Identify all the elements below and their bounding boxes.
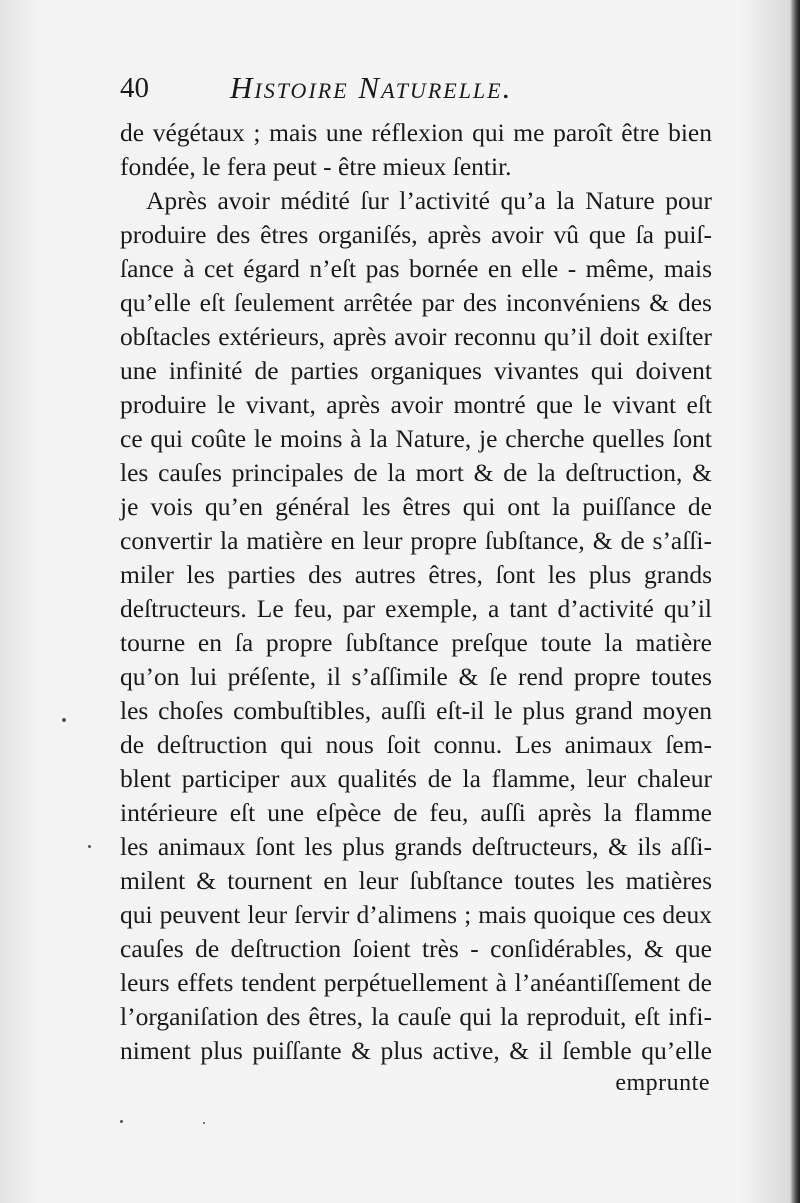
text-line: ſance à cet égard n’eſt pas bornée en elle - même, mais [120,254,712,283]
catchword: emprunte [615,1070,710,1096]
text-line: qu’elle eſt ſeulement arrêtée par des inconvéniens & des [120,288,712,317]
page-edge-shadow [790,0,800,1203]
text-line: ce qui coûte le moins à la Nature, je cherche quelles ſont [120,424,712,453]
running-head: Histoire Naturelle. [230,70,513,105]
text-line: l’organiſation des êtres, la cauſe qui la reproduit, eſt infi- [120,1002,712,1031]
text-line: de deſtruction qui nous ſoit connu. Les animaux ſem- [120,730,712,759]
ink-speck [62,718,66,722]
text-line: cauſes de deſtruction ſoient très - conſidérables, & que [120,934,712,963]
ink-speck [120,1120,123,1123]
text-line: fondée, le fera peut - être mieux ſentir. [120,152,512,181]
text-line: les animaux ſont les plus grands deſtructeurs, & ils aſſi- [120,832,712,861]
text-line: les cauſes principales de la mort & de la deſtruction, & [120,458,712,487]
text-line: je vois qu’en général les êtres qui ont la puiſſance de [120,492,712,521]
text-line: milent & tournent en leur ſubſtance toutes les matières [120,866,712,895]
body-text [120,116,712,1068]
text-line: niment plus puiſſante & plus active, & il ſemble qu’elle [120,1036,712,1065]
text-line: leurs effets tendent perpétuellement à l’anéantiſſement de [120,968,712,997]
text-line: convertir la matière en leur propre ſubſtance, & de s’aſſi- [120,526,712,555]
text-line: les choſes combuſtibles, auſſi eſt-il le plus grand moyen [120,696,712,725]
text-line: de végétaux ; mais une réflexion qui me paroît être bien [120,118,712,147]
text-line: une infinité de parties organiques vivantes qui doivent [120,356,712,385]
text-line: blent participer aux qualités de la flamme, leur chaleur [120,764,712,793]
text-line: deſtructeurs. Le feu, par exemple, a tant d’activité qu’il [120,594,712,623]
page-number: 40 [120,72,149,104]
ink-speck [88,845,91,848]
page-header [120,70,720,112]
text-line: produire des êtres organiſés, après avoir vû que ſa puiſ- [120,220,712,249]
text-line: qu’on lui préſente, il s’aſſimile & ſe rend propre toutes [120,662,712,691]
text-line: qui peuvent leur ſervir d’alimens ; mais quoique ces deux [120,900,712,929]
text-line: Après avoir médité ſur l’activité qu’a la Nature pour [146,186,712,215]
text-line: obſtacles extérieurs, après avoir reconnu qu’il doit exiſter [120,322,712,351]
text-line: intérieure eſt une eſpèce de feu, auſſi après la flamme [120,798,712,827]
text-line: tourne en ſa propre ſubſtance preſque toute la matière [120,628,712,657]
text-line: produire le vivant, après avoir montré que le vivant eſt [120,390,712,419]
text-line: miler les parties des autres êtres, ſont les plus grands [120,560,712,589]
ink-speck [203,1122,205,1124]
